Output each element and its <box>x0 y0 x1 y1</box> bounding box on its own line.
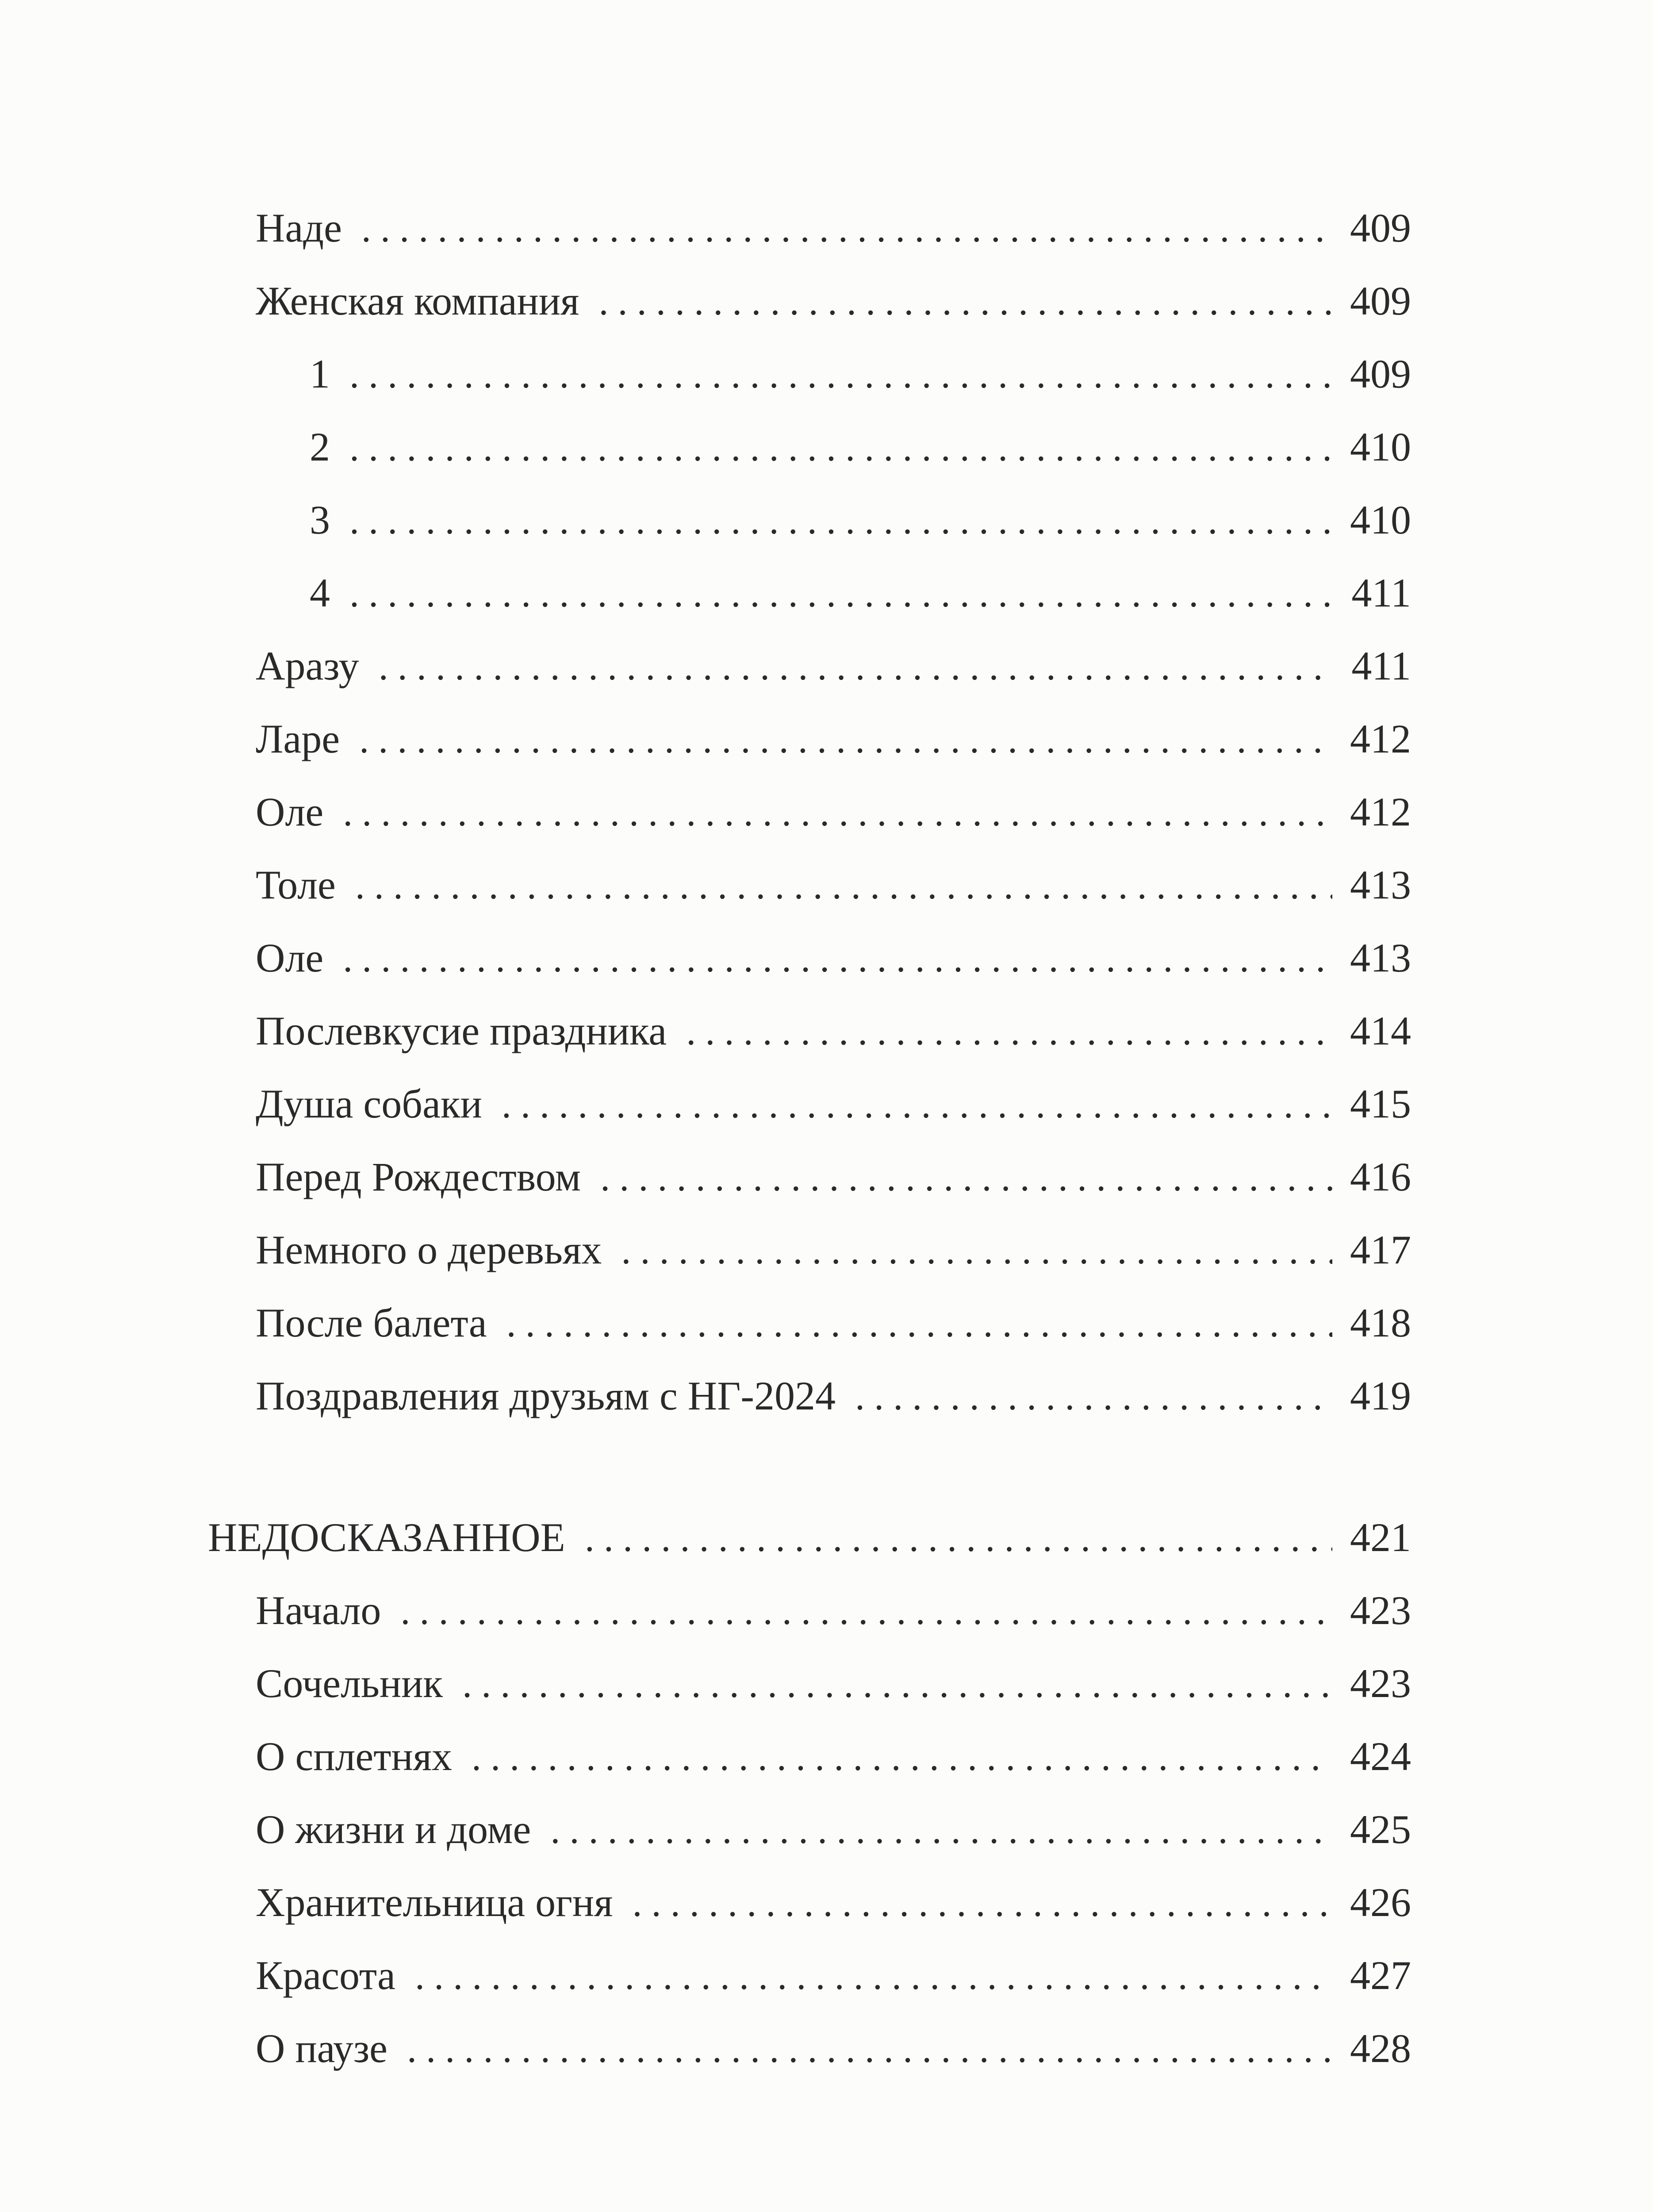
toc-entry <box>256 1296 1411 1349</box>
toc-entry-page: 409 <box>1350 205 1411 250</box>
toc-entry <box>256 1369 1411 1422</box>
dot-leader <box>506 1298 1332 1351</box>
dot-leader <box>349 495 1332 548</box>
toc-entry-title: Немного о деревьях <box>256 1227 602 1272</box>
toc-entry <box>256 639 1411 692</box>
dot-leader <box>502 1079 1332 1132</box>
toc-entry <box>256 1584 1411 1637</box>
toc-entry <box>256 1077 1411 1130</box>
toc-entry-title: 1 <box>310 351 330 396</box>
toc-entry-page: 416 <box>1350 1154 1411 1199</box>
toc-entry-page: 419 <box>1350 1373 1411 1418</box>
toc-entry-title: 3 <box>310 497 330 542</box>
dot-leader <box>550 1804 1332 1857</box>
dot-leader <box>415 1950 1332 2003</box>
dot-leader <box>686 1006 1332 1059</box>
toc-entry-page: 413 <box>1350 862 1411 907</box>
toc-entry-page: 410 <box>1350 497 1411 542</box>
dot-leader <box>400 1585 1332 1638</box>
toc-entry-page: 409 <box>1350 278 1411 323</box>
toc-entry-page: 414 <box>1350 1008 1411 1053</box>
toc-entry <box>256 712 1411 765</box>
dot-leader <box>349 568 1334 621</box>
dot-leader <box>349 422 1332 475</box>
toc-entry <box>256 1803 1411 1856</box>
dot-leader <box>632 1877 1332 1930</box>
toc-entry-page: 423 <box>1350 1588 1411 1633</box>
toc-entry <box>310 420 1411 473</box>
toc-entry-page: 421 <box>1350 1515 1411 1560</box>
toc-entry-title: НЕДОСКАЗАННОЕ <box>208 1515 565 1560</box>
toc-entry <box>256 1876 1411 1929</box>
dot-leader <box>472 1731 1332 1784</box>
dot-leader <box>585 1512 1332 1565</box>
dot-leader <box>343 787 1332 840</box>
dot-leader <box>855 1371 1332 1424</box>
toc-entry-title: Начало <box>256 1588 381 1633</box>
toc-entry <box>256 858 1411 911</box>
dot-leader <box>462 1658 1332 1711</box>
dot-leader <box>361 203 1332 256</box>
toc-entry-page: 412 <box>1350 716 1411 761</box>
toc-entry-page: 409 <box>1350 351 1411 396</box>
toc-entry-title: Оле <box>256 935 324 980</box>
dot-leader <box>598 276 1332 329</box>
toc-entry-page: 427 <box>1350 1953 1411 1998</box>
toc-entry-title: Женская компания <box>256 278 579 323</box>
dot-leader <box>355 860 1332 913</box>
dot-leader <box>407 2023 1332 2076</box>
toc-section-entry <box>208 1511 1411 1564</box>
toc-entry-page: 413 <box>1350 935 1411 980</box>
toc-entry <box>310 493 1411 546</box>
toc-entry-title: Душа собаки <box>256 1081 482 1126</box>
dot-leader <box>359 714 1332 767</box>
toc-entry-title: Оле <box>256 789 324 834</box>
toc-entry-title: Перед Рождеством <box>256 1154 581 1199</box>
toc-entry-title: О жизни и доме <box>256 1807 531 1852</box>
toc-entry-page: 411 <box>1351 570 1411 615</box>
dot-leader <box>379 641 1334 694</box>
toc-entry <box>256 785 1411 838</box>
toc-entry-title: Аразу <box>256 643 359 688</box>
toc-entry <box>310 566 1411 619</box>
toc-entry-page: 424 <box>1350 1734 1411 1779</box>
toc-entry-title: Ларе <box>256 716 340 761</box>
toc-entry <box>256 931 1411 984</box>
toc-entry <box>310 347 1411 400</box>
toc-entry <box>256 274 1411 327</box>
toc-entry <box>256 1657 1411 1710</box>
dot-leader <box>600 1152 1332 1205</box>
toc-entry-title: Послевкусие праздника <box>256 1008 667 1053</box>
toc-entry <box>256 201 1411 254</box>
toc-entry-title: 4 <box>310 570 330 615</box>
dot-leader <box>621 1225 1332 1278</box>
toc-entry-page: 425 <box>1350 1807 1411 1852</box>
toc-entry-title: Наде <box>256 205 342 250</box>
toc-entry-title: О паузе <box>256 2026 388 2071</box>
toc-entry-page: 411 <box>1351 643 1411 688</box>
toc-entry-page: 410 <box>1350 424 1411 469</box>
toc-entry-title: Хранительница огня <box>256 1880 613 1925</box>
toc-entry-page: 428 <box>1350 2026 1411 2071</box>
toc-entry <box>256 1730 1411 1783</box>
toc-entry <box>256 1949 1411 2002</box>
toc-entry <box>256 2022 1411 2075</box>
toc-entry-title: О сплетнях <box>256 1734 453 1779</box>
toc-entry-title: После балета <box>256 1300 487 1345</box>
toc-entry <box>256 1004 1411 1057</box>
toc-entry-page: 415 <box>1350 1081 1411 1126</box>
toc-entry-title: Сочельник <box>256 1661 443 1706</box>
toc-entry <box>256 1223 1411 1276</box>
dot-leader <box>349 349 1332 402</box>
toc-entry-page: 426 <box>1350 1880 1411 1925</box>
toc-entry-page: 417 <box>1350 1227 1411 1272</box>
toc-entry-page: 412 <box>1350 789 1411 834</box>
toc-entry-page: 418 <box>1350 1300 1411 1345</box>
toc-entry <box>256 1150 1411 1203</box>
toc-entry-title: Поздравления друзьям с НГ-2024 <box>256 1373 836 1418</box>
toc-entry-title: Толе <box>256 862 336 907</box>
toc-entry-page: 423 <box>1350 1661 1411 1706</box>
dot-leader <box>343 933 1332 986</box>
toc-entry-title: 2 <box>310 424 330 469</box>
toc-entry-title: Красота <box>256 1953 395 1998</box>
